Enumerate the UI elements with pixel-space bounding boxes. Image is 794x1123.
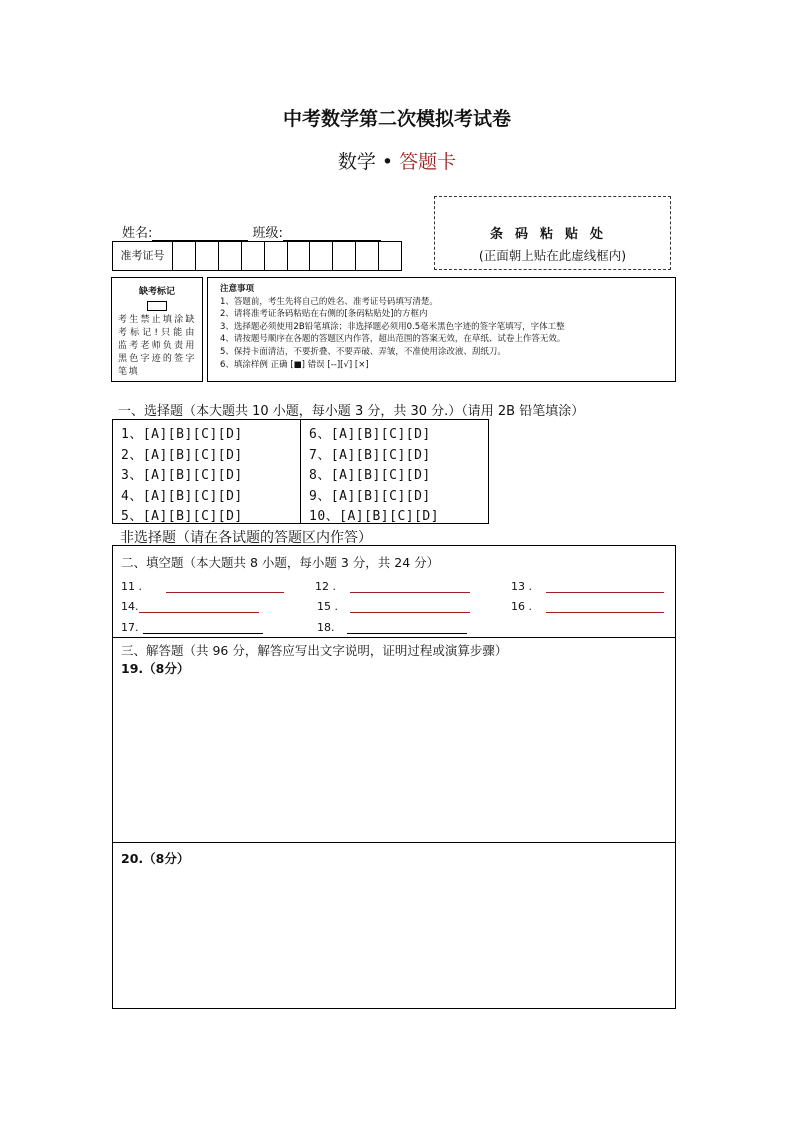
choice-question-10[interactable]: 10、[A][B][C][D] bbox=[309, 509, 440, 524]
fill-answer-line bbox=[350, 600, 470, 613]
ticket-digit-cell[interactable] bbox=[379, 242, 401, 270]
fill-item-16[interactable] bbox=[511, 600, 664, 613]
nonselect-title: 非选择题（请在各试题的答题区内作答） bbox=[120, 530, 372, 546]
fill-item-15[interactable] bbox=[317, 600, 470, 613]
choice-question-5[interactable]: 5、[A][B][C][D] bbox=[121, 509, 243, 524]
ticket-digit-cell[interactable] bbox=[288, 242, 311, 270]
notice-item: 4、请按题号顺序在各题的答题区内作答，超出范围的答案无效，在草纸、试卷上作答无效。 bbox=[220, 334, 566, 345]
choice-question-1[interactable]: 1、[A][B][C][D] bbox=[121, 427, 243, 442]
subtitle-dot: • bbox=[381, 151, 394, 173]
fill-answer-line bbox=[139, 600, 259, 613]
absent-mark-checkbox[interactable] bbox=[147, 301, 167, 311]
subtitle-answer-sheet: 答题卡 bbox=[399, 151, 457, 173]
choice-divider bbox=[300, 420, 301, 523]
fill-item-14[interactable] bbox=[121, 600, 259, 613]
ticket-digit-cell[interactable] bbox=[242, 242, 265, 270]
choice-question-8[interactable]: 8、[A][B][C][D] bbox=[309, 468, 431, 483]
fill-label: 12 . bbox=[315, 580, 336, 593]
fill-answer-line bbox=[347, 621, 467, 634]
fill-answer-line bbox=[143, 621, 263, 634]
ticket-digit-cell[interactable] bbox=[333, 242, 356, 270]
fill-label: 13 . bbox=[511, 580, 532, 593]
ticket-digit-cell[interactable] bbox=[173, 242, 196, 270]
ticket-digit-cell[interactable] bbox=[310, 242, 333, 270]
fill-answer-line bbox=[546, 580, 664, 593]
notice-item: 3、选择题必须使用2B铅笔填涂；非选择题必须用0.5毫米黑色字迹的签字笔填写，字体工整 bbox=[220, 321, 565, 332]
notice-item: 2、请将准考证条码粘贴在右侧的[条码粘贴处]的方框内 bbox=[220, 309, 428, 320]
question-19-label: 19.（8分） bbox=[121, 661, 190, 676]
ticket-digit-cell[interactable] bbox=[356, 242, 379, 270]
absent-mark-text: 考生禁止填涂缺考标记!只能由监考老师负责用黑色字迹的签字笔填 bbox=[118, 315, 196, 377]
class-label: 班级: bbox=[252, 226, 283, 241]
section2-title: 二、填空题（本大题共 8 小题，每小题 3 分，共 24 分） bbox=[121, 555, 440, 570]
absent-mark-title: 缺考标记 bbox=[138, 287, 175, 297]
choice-question-2[interactable]: 2、[A][B][C][D] bbox=[121, 448, 243, 463]
choice-question-4[interactable]: 4、[A][B][C][D] bbox=[121, 489, 243, 504]
fill-label: 14. bbox=[121, 600, 139, 613]
fill-label: 16 . bbox=[511, 600, 532, 613]
barcode-title: 条码粘贴处 bbox=[489, 227, 615, 242]
ticket-number-grid bbox=[112, 241, 402, 271]
fill-answer-line bbox=[350, 580, 470, 593]
ticket-label: 准考证号 bbox=[113, 242, 173, 270]
fill-label: 18. bbox=[317, 621, 335, 634]
choice-grid bbox=[112, 419, 489, 524]
notice-box bbox=[207, 277, 676, 382]
exam-subtitle bbox=[0, 147, 794, 174]
answer-area bbox=[112, 545, 676, 1009]
notice-item: 1、答题前，考生先将自己的姓名、准考证号码填写清楚。 bbox=[220, 296, 438, 307]
fill-label: 17. bbox=[121, 621, 139, 634]
choice-question-7[interactable]: 7、[A][B][C][D] bbox=[309, 448, 431, 463]
section1-title: 一、选择题（本大题共 10 小题，每小题 3 分，共 30 分.）（请用 2B 铅笔填涂） bbox=[118, 404, 585, 419]
choice-question-9[interactable]: 9、[A][B][C][D] bbox=[309, 489, 431, 504]
barcode-hint: (正面朝上贴在此虚线框内) bbox=[478, 248, 627, 263]
notice-title: 注意事项 bbox=[220, 284, 255, 294]
ticket-digit-cell[interactable] bbox=[265, 242, 288, 270]
fill-item-12[interactable] bbox=[315, 580, 470, 593]
fill-answer-line bbox=[546, 600, 664, 613]
fill-item-13[interactable] bbox=[511, 580, 664, 593]
fill-answer-line bbox=[166, 580, 284, 593]
section3-title: 三、解答题（共 96 分，解答应写出文字说明，证明过程或演算步骤） bbox=[121, 643, 508, 658]
choice-question-6[interactable]: 6、[A][B][C][D] bbox=[309, 427, 431, 442]
question-20-label: 20.（8分） bbox=[121, 851, 190, 866]
barcode-area bbox=[434, 196, 671, 270]
fill-item-17[interactable] bbox=[121, 621, 263, 634]
name-label: 姓名: bbox=[122, 226, 153, 241]
fill-label: 11 . bbox=[121, 580, 142, 593]
choice-question-3[interactable]: 3、[A][B][C][D] bbox=[121, 468, 243, 483]
notice-item: 5、保持卡面清洁，不要折叠、不要弄破、弄皱，不准使用涂改液、刮纸刀。 bbox=[220, 346, 506, 357]
student-info-row bbox=[122, 222, 381, 241]
ticket-digit-cell[interactable] bbox=[219, 242, 242, 270]
class-field[interactable] bbox=[283, 226, 381, 241]
exam-title: 中考数学第二次模拟考试卷 bbox=[282, 108, 511, 130]
section-divider bbox=[113, 637, 675, 638]
ticket-digit-cell[interactable] bbox=[196, 242, 219, 270]
fill-item-18[interactable] bbox=[317, 621, 467, 634]
question-divider bbox=[113, 842, 675, 843]
fill-label: 15 . bbox=[317, 600, 338, 613]
absent-mark-box bbox=[111, 277, 203, 382]
subtitle-subject: 数学 bbox=[337, 151, 376, 173]
name-field[interactable] bbox=[152, 226, 248, 241]
notice-item: 6、填涂样例 正确 [■] 错误 [--][√] [×] bbox=[220, 359, 369, 370]
fill-item-11[interactable] bbox=[121, 580, 284, 593]
